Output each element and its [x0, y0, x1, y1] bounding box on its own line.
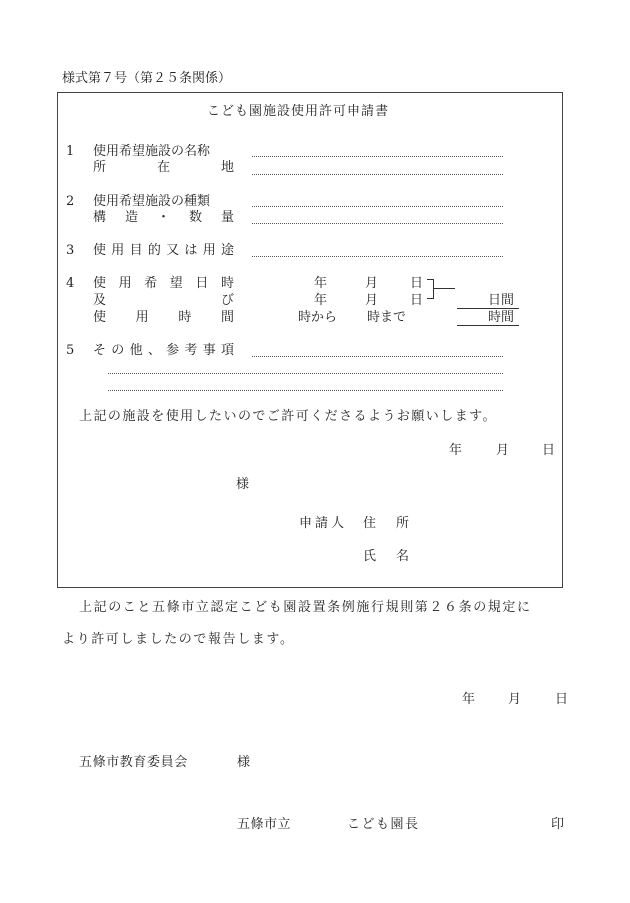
date-range-brace-tick — [433, 288, 455, 289]
other-notes-field-2[interactable] — [108, 373, 503, 374]
application-month-label: 月 — [496, 443, 510, 458]
report-line-2: より許可しましたので報告します。 — [62, 632, 295, 647]
education-board-suffix: 様 — [237, 755, 251, 770]
other-notes-label: そ の 他 、 参 考 事 項 — [93, 343, 234, 358]
end-month-label: 月 — [365, 293, 379, 308]
structure-quantity-field[interactable] — [252, 223, 503, 224]
application-day-label: 日 — [542, 443, 556, 458]
item-number-3: 3 — [66, 243, 75, 258]
date-range-brace — [427, 279, 434, 299]
school-principal: こども園長 — [347, 817, 420, 832]
to-hour-label: 時まで — [367, 310, 407, 325]
end-year-label: 年 — [314, 293, 328, 308]
facility-location-label: 所 在 地 — [93, 160, 234, 175]
seal-mark: 印 — [551, 817, 565, 832]
days-field[interactable] — [457, 308, 519, 309]
form-title: こども園施設使用許可申請書 — [207, 104, 390, 119]
end-day-label: 日 — [410, 293, 424, 308]
hours-field[interactable] — [457, 325, 519, 326]
addressee-suffix: 様 — [236, 477, 250, 492]
facility-type-field[interactable] — [252, 206, 503, 207]
other-notes-field-3[interactable] — [108, 390, 503, 391]
application-year-label: 年 — [449, 443, 463, 458]
use-time-label: 使 用 時 間 — [93, 310, 234, 325]
purpose-label: 使 用 目 的 又 は 用 途 — [93, 243, 234, 258]
item-number-2: 2 — [66, 194, 75, 209]
days-unit: 日間 — [488, 293, 515, 308]
facility-type-label: 使用希望施設の種類 — [93, 194, 211, 209]
hours-unit: 時間 — [488, 310, 515, 325]
from-hour-label: 時から — [298, 310, 338, 325]
report-line-1: 上記のこと五條市立認定こども園設置条例施行規則第２６条の規定に — [79, 600, 532, 615]
address-label-2: 所 — [396, 516, 410, 531]
facility-location-field[interactable] — [252, 174, 503, 175]
use-date-label: 使 用 希 望 日 時 — [93, 276, 234, 291]
structure-quantity-label: 構 造 ・ 数 量 — [93, 210, 234, 225]
education-board: 五條市教育委員会 — [79, 755, 188, 770]
school-prefix: 五條市立 — [237, 817, 292, 832]
start-month-label: 月 — [365, 276, 379, 291]
facility-name-label: 使用希望施設の名称 — [93, 144, 211, 159]
other-notes-field-1[interactable] — [252, 356, 503, 357]
address-label-1: 住 — [363, 516, 377, 531]
form-number: 様式第７号（第２５条関係） — [62, 71, 232, 86]
item-number-4: 4 — [66, 276, 75, 291]
report-month-label: 月 — [508, 692, 522, 707]
purpose-field[interactable] — [252, 256, 503, 257]
report-year-label: 年 — [462, 692, 476, 707]
start-year-label: 年 — [314, 276, 328, 291]
name-label-2: 名 — [396, 549, 410, 564]
request-sentence: 上記の施設を使用したいのでご許可くださるようお願いします。 — [79, 409, 498, 424]
item-number-5: 5 — [66, 343, 75, 358]
name-label-1: 氏 — [363, 549, 377, 564]
start-day-label: 日 — [410, 276, 424, 291]
item-number-1: 1 — [66, 144, 75, 159]
facility-name-field[interactable] — [252, 156, 503, 157]
report-day-label: 日 — [555, 692, 569, 707]
applicant-label: 申請人 — [299, 516, 348, 531]
and-label: 及 び — [93, 293, 234, 308]
